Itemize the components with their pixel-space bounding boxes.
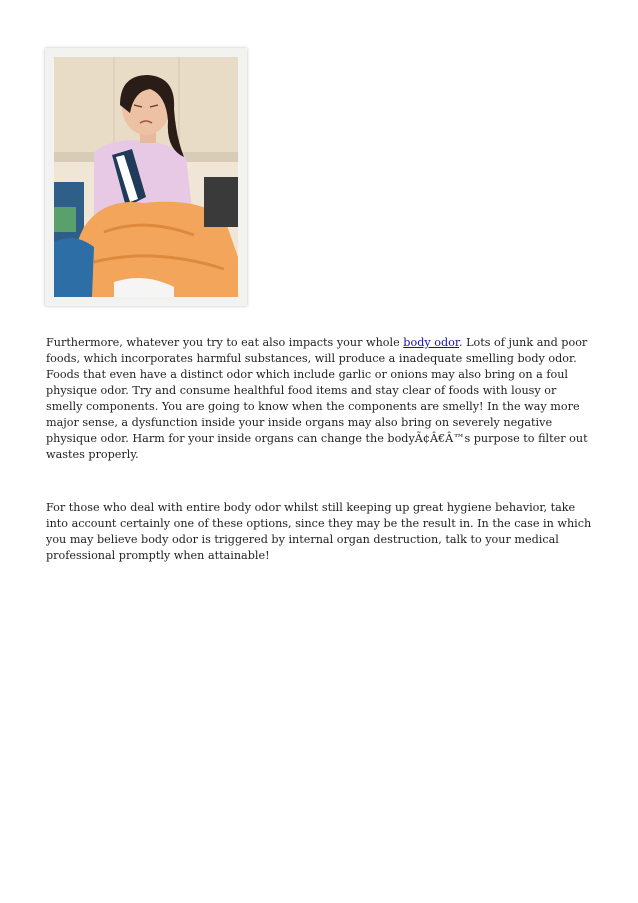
paragraph-diet-odor [46,335,594,463]
paragraph-1-text-start: Furthermore, whatever you try to eat also impacts your whole [46,336,404,349]
paragraph-hygiene-advice: For those who deal with entire body odor whilst still keeping up great hygiene behavior, take into account certainly one of these options, since they may be the result in. In the case in which you may believe body odor is triggered by internal organ destruction, talk to your medical professional promptly when attainable! [46,501,592,562]
laundry-basket [204,177,238,227]
woman-laundry-photo [54,57,238,297]
photo-frame [45,48,247,306]
body-odor-link[interactable]: body odor [403,336,459,349]
photo-illustration [54,57,238,297]
paragraph-1-text-end: . Lots of junk and poor foods, which incorporates harmful substances, will produce a inadequate smelling body odor. Foods that even have a distinct odor which include garlic or onions may also bring on a foul physique odor. Try and consume healthful food items and stay clear of foods with lousy or smelly components. You are going to know when the components are smelly! In the way more major sense, a dysfunction inside your inside organs may also bring on severely negative physique odor. Harm for your inside organs can change the bodyÃ¢Â€Â™s purpose to filter out wastes properly. [46,336,588,461]
blue-laundry [54,238,94,297]
